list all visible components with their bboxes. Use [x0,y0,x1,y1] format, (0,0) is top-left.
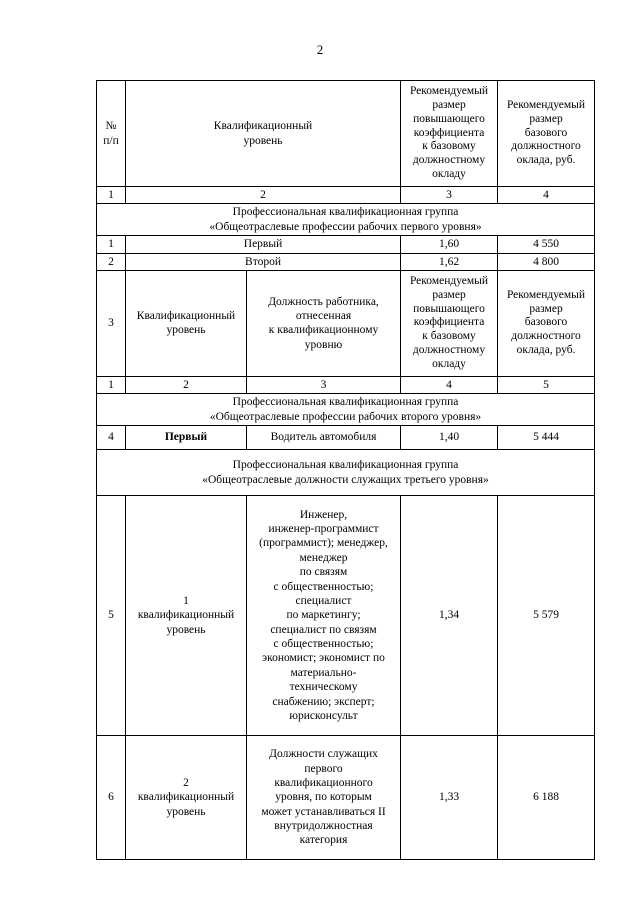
column-index-cell: 1 [97,187,126,204]
column-index-row [97,187,595,204]
group-heading [97,450,595,496]
row-salary: 5 579 [498,496,595,736]
table-header-row [97,270,595,376]
row-coefficient: 1,33 [401,736,498,860]
header-salary-text: Рекомендуемый размер базового должностного оклада, руб. [506,288,586,357]
header-level [126,270,247,376]
header-level-text: Квалификационный уровень [213,120,313,147]
row-level: Первый [126,426,247,450]
table-header-row [97,81,595,187]
row-position [247,736,401,860]
column-index-row [97,376,595,393]
table-row [97,736,595,860]
column-index-cell: 3 [247,376,401,393]
table-row [97,236,595,253]
row-position: Водитель автомобиля [247,426,401,450]
row-level-text: 2 квалификационный уровень [137,776,235,818]
row-position-text: Должности служащих первого квалификационного уровня, по которым может устанавливаться II внутридолжностная категория [261,748,386,847]
row-number: 6 [97,736,126,860]
row-coefficient: 1,62 [401,253,498,270]
row-number: 5 [97,496,126,736]
header-number [97,81,126,187]
row-level: Первый [126,236,401,253]
header-number-text: № п/п [103,120,119,147]
group-heading-text: Профессиональная квалификационная группа «Общеотраслевые профессии рабочих второго уровня» [209,396,482,423]
row-salary: 6 188 [498,736,595,860]
row-coefficient: 1,60 [401,236,498,253]
row-position-text: Инженер, инженер-программист (программист); менеджер, менеджер по связям с общественностью; специалист по маркетингу; специалист по связям с общественностью; экономист; экономист по материально- техническому снабжению; эксперт; юрисконсульт [259,508,388,722]
row-number: 4 [97,426,126,450]
row-coefficient: 1,40 [401,426,498,450]
page-number: 2 [316,42,324,57]
table-row [97,426,595,450]
group-heading-row [97,394,595,426]
column-index-cell: 5 [498,376,595,393]
group-heading [97,204,595,236]
column-index-cell: 4 [498,187,595,204]
header-salary [498,270,595,376]
row-salary: 4 800 [498,253,595,270]
header-level-text: Квалификационный уровень [136,310,236,337]
row-position [247,496,401,736]
row-salary: 4 550 [498,236,595,253]
table-row [97,253,595,270]
column-index-cell: 2 [126,187,401,204]
table-row [97,496,595,736]
header-coefficient [401,270,498,376]
group-heading-text: Профессиональная квалификационная группа «Общеотраслевые профессии рабочих первого уровня» [209,206,482,233]
header-number: 3 [97,270,126,376]
group-heading-row [97,204,595,236]
header-coefficient-text: Рекомендуемый размер повышающего коэффициента к базовому должностному окладу [409,85,489,180]
column-index-cell: 3 [401,187,498,204]
header-coefficient-text: Рекомендуемый размер повышающего коэффициента к базовому должностному окладу [409,275,489,370]
header-level [126,81,401,187]
group-heading [97,394,595,426]
header-position [247,270,401,376]
salary-table [96,80,595,860]
row-number: 1 [97,236,126,253]
row-level [126,496,247,736]
row-coefficient: 1,34 [401,496,498,736]
header-salary [498,81,595,187]
column-index-cell: 4 [401,376,498,393]
row-number: 2 [97,253,126,270]
header-salary-text: Рекомендуемый размер базового должностного оклада, руб. [506,99,586,167]
row-salary: 5 444 [498,426,595,450]
header-coefficient [401,81,498,187]
group-heading-text: Профессиональная квалификационная группа «Общеотраслевые должности служащих третьего уровня» [202,459,489,486]
row-level [126,736,247,860]
row-level-text: 1 квалификационный уровень [137,594,235,636]
row-level: Второй [126,253,401,270]
column-index-cell: 1 [97,376,126,393]
header-position-text: Должность работника, отнесенная к квалификационному уровню [268,295,379,351]
column-index-cell: 2 [126,376,247,393]
group-heading-row [97,450,595,496]
